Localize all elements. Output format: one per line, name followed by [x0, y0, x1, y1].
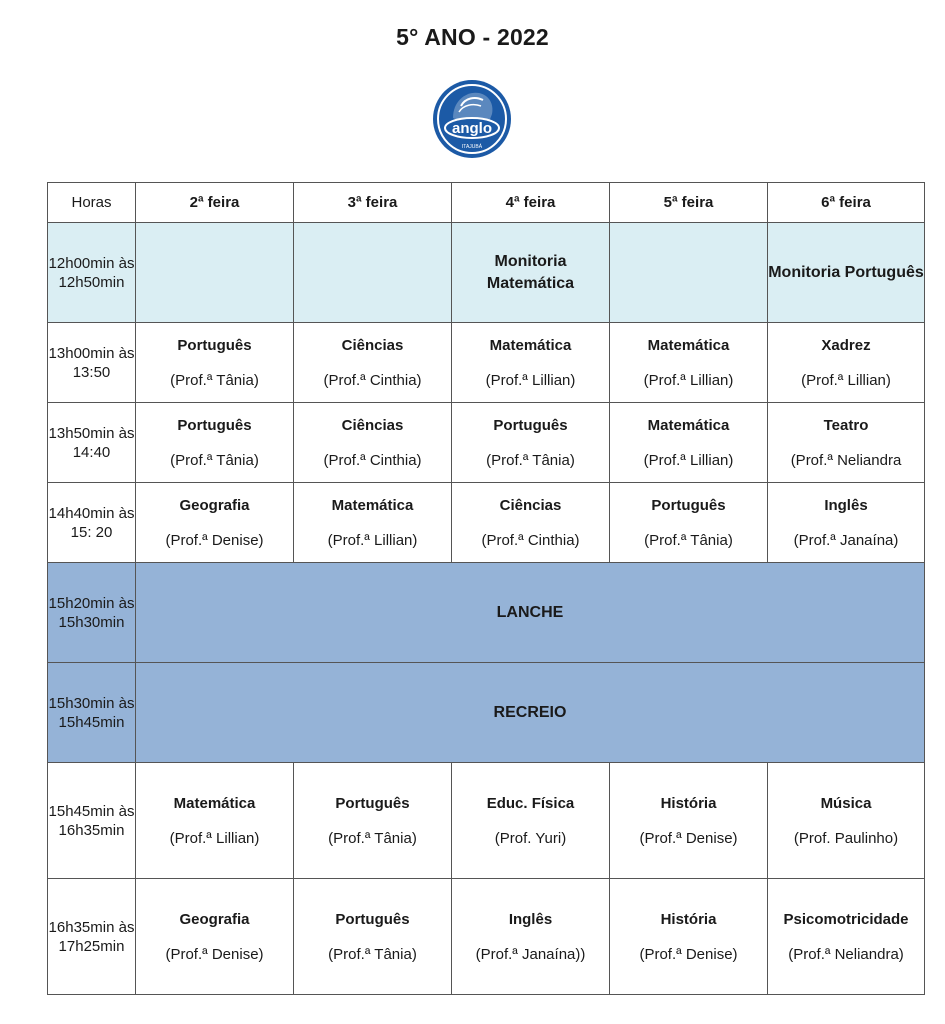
schedule-cell	[452, 763, 610, 879]
subject-label: História	[660, 794, 717, 812]
teacher-label: (Prof.ª Lillian)	[801, 371, 891, 389]
table-row	[48, 323, 925, 403]
break-cell	[136, 663, 925, 763]
schedule-cell	[294, 879, 452, 995]
subject-label: Português	[493, 416, 568, 434]
svg-text:anglo: anglo	[452, 120, 492, 137]
schedule-cell	[136, 879, 294, 995]
schedule-cell	[768, 879, 925, 995]
subject-label: Português	[177, 416, 252, 434]
break-cell	[136, 563, 925, 663]
subject-label: Inglês	[508, 910, 553, 928]
subject-label: Geografia	[179, 496, 250, 514]
teacher-label: (Prof.ª Neliandra	[790, 451, 902, 469]
teacher-label: (Prof.ª Lillian)	[485, 371, 576, 389]
time-cell: 13h50min às 14:40	[48, 403, 136, 483]
subject-label: Ciências	[341, 416, 404, 434]
subject-label: Português	[651, 496, 726, 514]
time-cell: 15h30min às 15h45min	[48, 663, 136, 763]
teacher-label: (Prof.ª Tânia)	[170, 451, 259, 469]
time-cell: 15h20min às 15h30min	[48, 563, 136, 663]
header-row	[48, 183, 925, 223]
break-label: LANCHE	[496, 603, 564, 621]
schedule-cell	[610, 879, 768, 995]
teacher-label: (Prof.ª Denise)	[639, 945, 738, 963]
subject-label: Ciências	[341, 336, 404, 354]
subject-label: Ciências	[499, 496, 562, 514]
teacher-label: (Prof.ª Tânia)	[328, 945, 417, 963]
schedule-cell	[452, 403, 610, 483]
teacher-label: (Prof.ª Tânia)	[170, 371, 259, 389]
header-horas: Horas	[48, 183, 136, 223]
table-row	[48, 879, 925, 995]
schedule-cell	[768, 403, 925, 483]
table-row	[48, 403, 925, 483]
schedule-cell	[768, 763, 925, 879]
teacher-label: (Prof.ª Cinthia)	[323, 371, 422, 389]
teacher-label: (Prof.ª Neliandra)	[788, 945, 904, 963]
time-cell: 14h40min às 15: 20	[48, 483, 136, 563]
header-day: 2ª feira	[136, 183, 294, 223]
teacher-label: (Prof.ª Denise)	[165, 945, 264, 963]
subject-label: História	[660, 910, 717, 928]
schedule-cell	[768, 323, 925, 403]
svg-text:ITAJUBÁ: ITAJUBÁ	[461, 144, 483, 150]
teacher-label: (Prof.ª Lillian)	[643, 451, 734, 469]
teacher-label: (Prof.ª Lillian)	[327, 531, 418, 549]
teacher-label: (Prof.ª Janaína)	[793, 531, 899, 549]
schedule-cell	[452, 879, 610, 995]
schedule-cell	[136, 483, 294, 563]
header-day: 4ª feira	[452, 183, 610, 223]
teacher-label: (Prof.ª Tânia)	[486, 451, 575, 469]
break-row	[48, 663, 925, 763]
subject-label: Matemática	[647, 336, 730, 354]
schedule-cell	[294, 763, 452, 879]
teacher-label: (Prof.ª Janaína))	[475, 945, 586, 963]
header-day: 5ª feira	[610, 183, 768, 223]
subject-label: Xadrez	[821, 336, 871, 354]
schedule-cell	[610, 323, 768, 403]
schedule-cell	[136, 323, 294, 403]
schedule-cell	[610, 483, 768, 563]
break-row	[48, 563, 925, 663]
schedule-cell	[610, 403, 768, 483]
subject-label: Matemática	[331, 496, 414, 514]
schedule-cell	[136, 763, 294, 879]
teacher-label: (Prof.ª Tânia)	[328, 829, 417, 847]
subject-label: Geografia	[179, 910, 250, 928]
subject-label: Português	[177, 336, 252, 354]
subject-label: Música	[820, 794, 872, 812]
schedule-cell	[294, 323, 452, 403]
time-cell: 15h45min às 16h35min	[48, 763, 136, 879]
schedule-cell	[136, 223, 294, 323]
teacher-label: (Prof. Yuri)	[494, 829, 567, 847]
header-day: 3ª feira	[294, 183, 452, 223]
teacher-label: (Prof.ª Lillian)	[169, 829, 260, 847]
teacher-label: (Prof.ª Cinthia)	[481, 531, 580, 549]
table-row	[48, 483, 925, 563]
schedule-cell	[136, 403, 294, 483]
anglo-logo	[431, 78, 513, 160]
page-title: 5° ANO - 2022	[396, 24, 549, 50]
teacher-label: (Prof.ª Denise)	[639, 829, 738, 847]
subject-label: Matemática	[647, 416, 730, 434]
monitoria-row	[48, 223, 925, 323]
teacher-label: (Prof. Paulinho)	[793, 829, 899, 847]
subject-label: Português	[335, 794, 410, 812]
schedule-table	[47, 182, 925, 995]
subject-label: Psicomotricidade	[783, 910, 909, 928]
schedule-cell	[294, 483, 452, 563]
time-cell: 13h00min às 13:50	[48, 323, 136, 403]
teacher-label: (Prof.ª Cinthia)	[323, 451, 422, 469]
teacher-label: (Prof.ª Lillian)	[643, 371, 734, 389]
schedule-cell	[294, 223, 452, 323]
schedule-cell: Monitoria Português	[768, 223, 925, 323]
break-label: RECREIO	[493, 703, 567, 721]
table-row	[48, 763, 925, 879]
subject-label: Português	[335, 910, 410, 928]
schedule-cell	[610, 223, 768, 323]
schedule-cell	[452, 323, 610, 403]
teacher-label: (Prof.ª Denise)	[165, 531, 264, 549]
subject-label: Matemática	[173, 794, 256, 812]
subject-label: Matemática	[489, 336, 572, 354]
schedule-cell: Monitoria Matemática	[452, 223, 610, 323]
time-cell: 16h35min às 17h25min	[48, 879, 136, 995]
subject-label: Teatro	[823, 416, 869, 434]
time-cell: 12h00min às 12h50min	[48, 223, 136, 323]
subject-label: Educ. Física	[486, 794, 575, 812]
schedule-cell	[610, 763, 768, 879]
teacher-label: (Prof.ª Tânia)	[644, 531, 733, 549]
subject-label: Inglês	[824, 496, 868, 514]
schedule-cell	[768, 483, 925, 563]
header-day: 6ª feira	[768, 183, 925, 223]
schedule-cell	[294, 403, 452, 483]
schedule-cell	[452, 483, 610, 563]
